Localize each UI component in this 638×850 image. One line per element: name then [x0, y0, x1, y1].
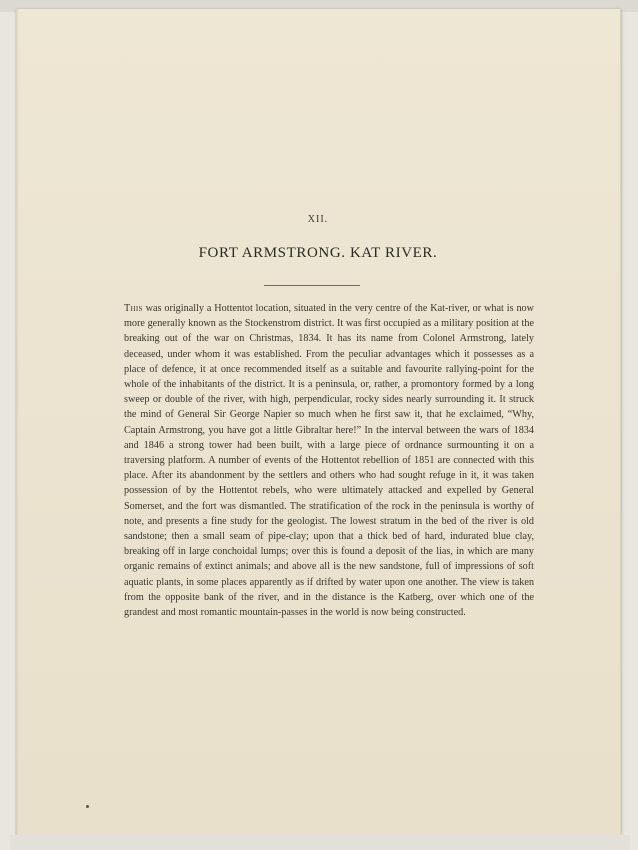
page-title: FORT ARMSTRONG. KAT RIVER.	[198, 245, 438, 261]
body-paragraph	[124, 301, 534, 620]
body-text: was originally a Hottentot location, situated in the very centre of the Kat-river, or what is now more generally known as the Stockenstrom district. It was first occupied as a military position at the breaking out of the war on Christmas, 1834. It has its name from Colonel Armstrong, lately deceased, under whom it was established. From the peculiar advantages which it possesses as a place of defence, it at once recommended itself as a suitable and favourite rallying-point for the whole of the inhabitants of the district. It is a peninsula, or, rather, a promontory formed by a long sweep or double of the river, with high, perpendicular, rocky sides nearly surrounding it. It struck the mind of General Sir George Napier so much when he first saw it, that he exclaimed, “Why, Captain Armstrong, you have got a little Gibraltar here!” In the interval between the wars of 1834 and 1846 a strong tower had been built, with a large piece of ordnance surmounting it on a traversing platform. A number of events of the Hottentot rebellion of 1851 are connected with this place. After its abandonment by the settlers and others who had sought refuge in it, it was taken possession of by the Hottentot rebels, who were ultimately attacked and expelled by General Somerset, and the fort was dismantled. The stratification of the rock in the peninsula is worthy of note, and presents a fine study for the geologist. The lowest stratum in the bed of the river is old sandstone; then a small seam of pipe-clay; upon that a thick bed of hard, indurated blue clay, breaking off in large conchoidal lumps; over this is found a deposit of the lias, in which are many organic remains of extinct animals; and above all is the new sandstone, full of impressions of soft aquatic plants, in some places apparently as if drifted by water upon one another. The view is taken from the opposite bank of the river, and in the distance is the Katberg, over which one of the grandest and most romantic mountain-passes in the world is now being constructed.	[124, 303, 534, 619]
paper-edge	[16, 9, 19, 835]
section-number: XII.	[307, 214, 329, 225]
paper-sheet	[16, 9, 621, 835]
title-divider	[264, 285, 360, 286]
paper-spot	[86, 805, 89, 808]
body-first-word: This	[124, 303, 143, 314]
backdrop-bottom	[10, 835, 630, 850]
